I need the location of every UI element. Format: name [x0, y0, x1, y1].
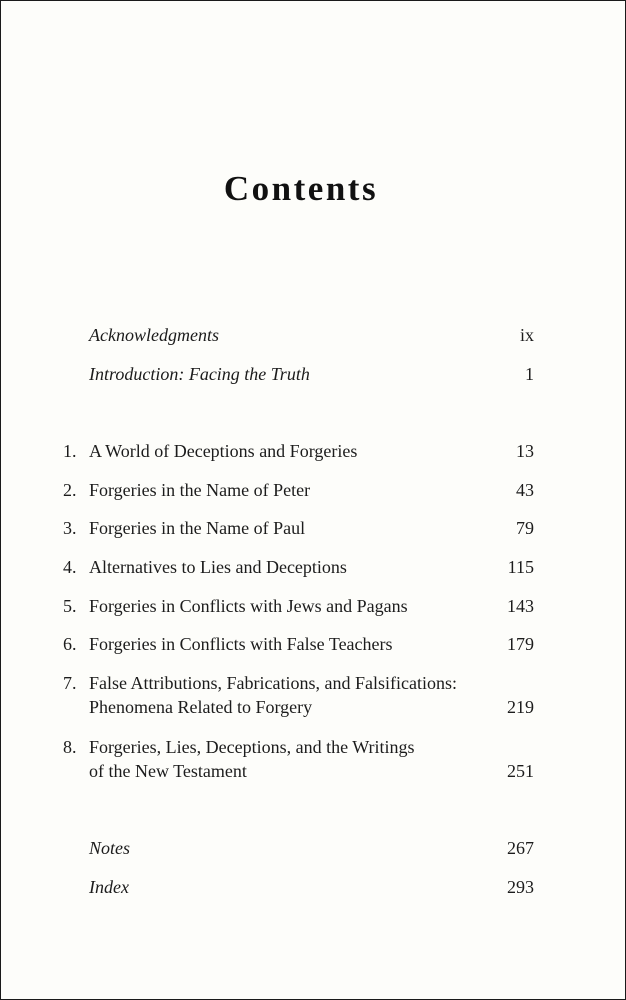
toc-entry-number: 1.	[63, 441, 77, 461]
page-title: Contents	[223, 169, 379, 208]
toc-entry-number: 7.	[63, 673, 77, 693]
toc-entry-page: 79	[516, 518, 534, 538]
toc-entry-label: Introduction: Facing the Truth	[89, 364, 310, 384]
toc-entry-page: 13	[516, 441, 534, 461]
toc-entry-number: 5.	[63, 596, 77, 616]
toc-entry-label: Notes	[89, 838, 131, 858]
toc-entry-number: 4.	[63, 557, 77, 577]
toc-entry-number: 8.	[63, 737, 77, 757]
toc-entry-label: False Attributions, Fabrications, and Falsifications: Phenomena Related to Forgery	[89, 673, 457, 717]
toc-entry-number: 6.	[63, 634, 77, 654]
toc-entry-page: 267	[507, 838, 534, 858]
toc-entry-page: 251	[507, 761, 534, 781]
toc-entry-page: 1	[525, 364, 534, 384]
toc-entry-page: ix	[519, 325, 534, 345]
toc-entry-label: Alternatives to Lies and Deceptions	[89, 557, 347, 577]
toc-entry-label: Forgeries in Conflicts with False Teachers	[89, 634, 393, 654]
toc-entry-number: 3.	[63, 518, 77, 538]
toc-entry-label: Index	[89, 877, 129, 897]
toc-entry-label: Acknowledgments	[89, 325, 219, 345]
toc-entry-number: 2.	[63, 480, 77, 500]
toc-entry-label: Forgeries, Lies, Deceptions, and the Writings of the New Testament	[89, 737, 415, 781]
toc-entry-page: 293	[507, 877, 534, 897]
toc-entry-page: 115	[507, 557, 534, 577]
toc-entry-page: 179	[507, 634, 534, 654]
toc-entry-label: Forgeries in Conflicts with Jews and Pagans	[89, 596, 408, 616]
toc-entry-label: A World of Deceptions and Forgeries	[89, 441, 358, 461]
toc-entry-label: Forgeries in the Name of Peter	[89, 480, 311, 500]
toc-entry-page: 143	[507, 596, 534, 616]
toc-entry-page: 219	[507, 697, 534, 717]
toc-entry-label: Forgeries in the Name of Paul	[89, 518, 306, 538]
toc-entry-page: 43	[516, 480, 534, 500]
